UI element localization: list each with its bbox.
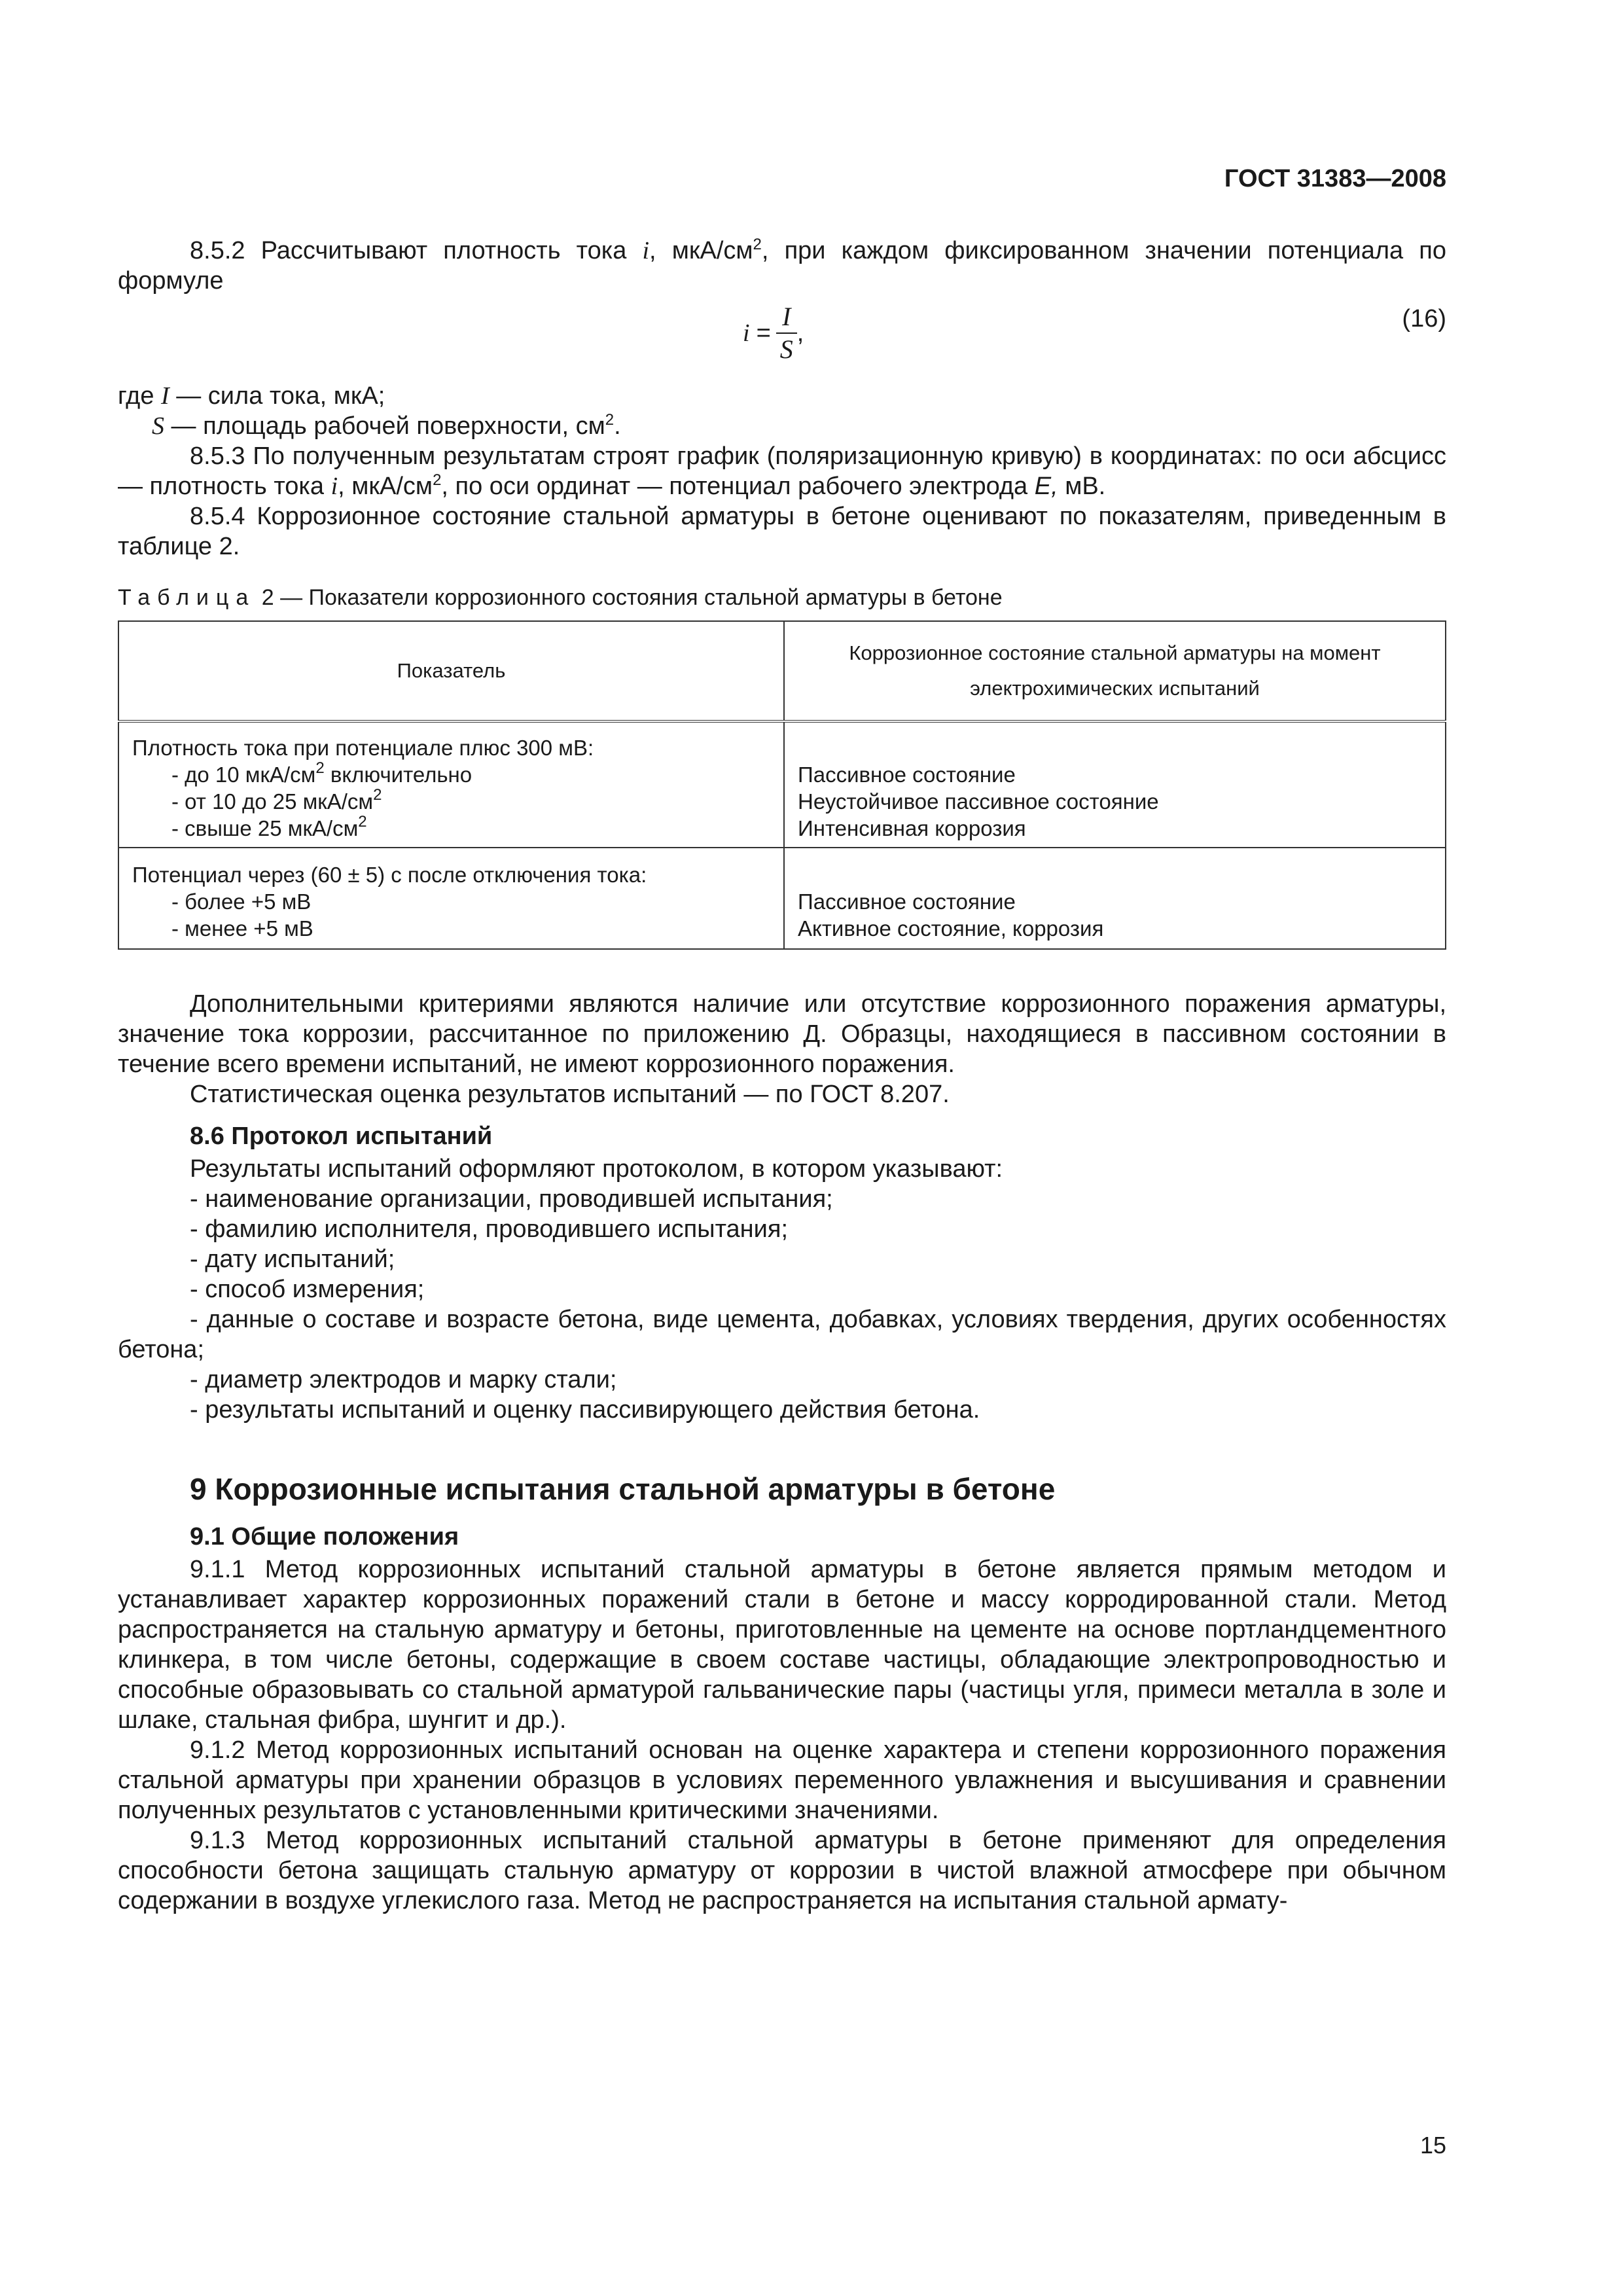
section-9-title: 9 Коррозионные испытания стальной арматуры в бетоне <box>190 1472 1056 1506</box>
page-number: 15 <box>1419 2132 1446 2159</box>
table-cell-indicator <box>118 721 784 848</box>
superscript: 2 <box>373 786 382 804</box>
formula-expression <box>743 301 804 365</box>
formula-denominator: S <box>776 332 797 365</box>
text: - до 10 мкА/см <box>171 762 316 787</box>
text: , мкА/см <box>649 237 753 264</box>
paragraph-8-5-3 <box>118 441 1446 501</box>
paragraph-additional-criteria: Дополнительными критериями являются наличие или отсутствие коррозионного поражения арматуры, значение тока коррозии, рассчитанное по приложению Д. Образцы, находящиеся в пассивном состоянии в течение всего времени испытаний, не имеют коррозионного поражения. <box>118 990 1446 1078</box>
cell-line: Активное состояние, коррозия <box>798 916 1104 941</box>
list-item: - способ измерения; <box>190 1276 425 1303</box>
cell-line: - более +5 мВ <box>171 889 312 914</box>
text: - свыше 25 мкА/см <box>171 816 359 840</box>
formula-lhs: i <box>743 319 750 347</box>
cell-line: Потенциал через (60 ± 5) с после отключения тока: <box>132 863 647 887</box>
paragraph-statistics: Статистическая оценка результатов испытаний — по ГОСТ 8.207. <box>190 1081 950 1108</box>
table-cell-state <box>784 721 1446 848</box>
formula-equals: = <box>756 319 771 347</box>
paragraph-9-1-2: 9.1.2 Метод коррозионных испытаний основан на оценке характера и степени коррозионного поражения стальной арматуры при хранении образцов в условиях переменного увлажнения и высушивания и сравнении полученных результатов с установленными критическими значениями. <box>118 1736 1446 1824</box>
standard-header: ГОСТ 31383—2008 <box>1224 165 1446 192</box>
text: 8.5.2 Рассчитывают плотность тока <box>190 237 643 264</box>
where-line-1 <box>118 381 1446 411</box>
var-i: i <box>330 473 338 500</box>
table-cell-indicator <box>118 848 784 949</box>
caption-label: Таблица <box>118 585 256 610</box>
superscript: 2 <box>433 471 442 489</box>
formula-comma: , <box>796 319 804 347</box>
table-row <box>118 848 1446 949</box>
text: — сила тока, мкА; <box>169 382 385 410</box>
list-item: - наименование организации, проводившей испытания; <box>190 1185 833 1213</box>
superscript: 2 <box>753 236 762 253</box>
table-row <box>118 721 1446 848</box>
list-item: - дату испытаний; <box>190 1246 395 1273</box>
list-item: - диаметр электродов и марку стали; <box>190 1366 617 1393</box>
list-item: - результаты испытаний и оценку пассивирующего действия бетона. <box>190 1396 980 1424</box>
list-item: - данные о составе и возрасте бетона, виде цемента, добавках, условиях твердения, других особенностях бетона; <box>118 1306 1446 1363</box>
caption-text: 2 — Показатели коррозионного состояния стальной арматуры в бетоне <box>255 585 1003 610</box>
var-E: E, <box>1034 473 1058 500</box>
paragraph-9-1-1: 9.1.1 Метод коррозионных испытаний стальной арматуры в бетоне является прямым методом и устанавливает характер коррозионных поражений стали в бетоне и массу корродированной стали. Метод распространяется на стальную арматуру и бетоны, приготовленные на цементе на основе портландцементного клинкера, в том числе бетоны, содержащие в своем составе частицы, обладающие электропроводностью и способные образовывать со стальной арматурой гальванические пары (частицы угля, примеси металла в золе и шлаке, стальная фибра, шунгит и др.). <box>118 1556 1446 1734</box>
var-S: S <box>152 412 164 440</box>
text: , при каждом фиксированном значении потенциала по формуле <box>118 237 1446 295</box>
section-8-6-title: 8.6 Протокол испытаний <box>190 1122 493 1150</box>
table-header-row <box>118 621 1446 721</box>
page-body <box>118 236 1446 1916</box>
cell-line: Плотность тока при потенциале плюс 300 мВ: <box>132 736 594 760</box>
where-line-2 <box>152 411 1446 441</box>
header-text: Показатель <box>397 659 506 682</box>
cell-line <box>132 788 770 815</box>
superscript: 2 <box>358 813 367 831</box>
text: , мкА/см <box>338 473 433 500</box>
list-item: - фамилию исполнителя, проводившего испытания; <box>190 1215 789 1243</box>
formula-fraction <box>776 301 797 365</box>
text: — площадь рабочей поверхности, см <box>164 412 605 440</box>
text: включительно <box>324 762 473 787</box>
superscript: 2 <box>315 759 325 777</box>
var-i: i <box>642 237 650 264</box>
paragraph-8-5-2 <box>118 236 1446 296</box>
text: где <box>118 382 162 410</box>
formula-16 <box>118 296 1446 381</box>
header-cell-state <box>784 621 1446 721</box>
formula-number: (16) <box>1402 305 1446 332</box>
text: мВ. <box>1058 473 1106 500</box>
section-9-1-title: 9.1 Общие положения <box>190 1523 459 1551</box>
cell-line <box>132 815 770 842</box>
cell-line: Интенсивная коррозия <box>798 816 1026 840</box>
cell-line: Пассивное состояние <box>798 889 1016 914</box>
cell-line <box>132 761 770 788</box>
table-cell-state <box>784 848 1446 949</box>
cell-line: Пассивное состояние <box>798 762 1016 787</box>
header-text: Коррозионное состояние стальной арматуры на момент <box>849 641 1381 664</box>
formula-numerator: I <box>782 302 791 331</box>
text: - от 10 до 25 мкА/см <box>171 789 374 814</box>
header-text: электрохимических испытаний <box>970 677 1260 700</box>
paragraph-9-1-3: 9.1.3 Метод коррозионных испытаний стальной арматуры в бетоне применяют для определения способности бетона защищать стальную арматуру от коррозии в чистой влажной атмосфере при обычном содержании в воздухе углекислого газа. Метод не распространяется на испытания стальной армату- <box>118 1827 1446 1914</box>
text: . <box>614 412 621 440</box>
header-cell-indicator <box>118 621 784 721</box>
paragraph-8-5-4: 8.5.4 Коррозионное состояние стальной арматуры в бетоне оценивают по показателям, приведенным в таблице 2. <box>118 503 1446 560</box>
cell-line: - менее +5 мВ <box>171 916 313 941</box>
text: , по оси ординат — потенциал рабочего электрода <box>441 473 1035 500</box>
text: 8.5.3 По полученным результатам строят график (поляризационную кривую) в координатах: по оси абсцисс — плотность тока <box>118 442 1446 500</box>
superscript: 2 <box>605 411 615 429</box>
paragraph-protocol-intro: Результаты испытаний оформляют протоколом, в котором указывают: <box>190 1155 1003 1183</box>
cell-line: Неустойчивое пассивное состояние <box>798 789 1159 814</box>
var-I: I <box>161 382 169 410</box>
table-2 <box>118 620 1446 950</box>
table-2-caption <box>118 584 1446 611</box>
